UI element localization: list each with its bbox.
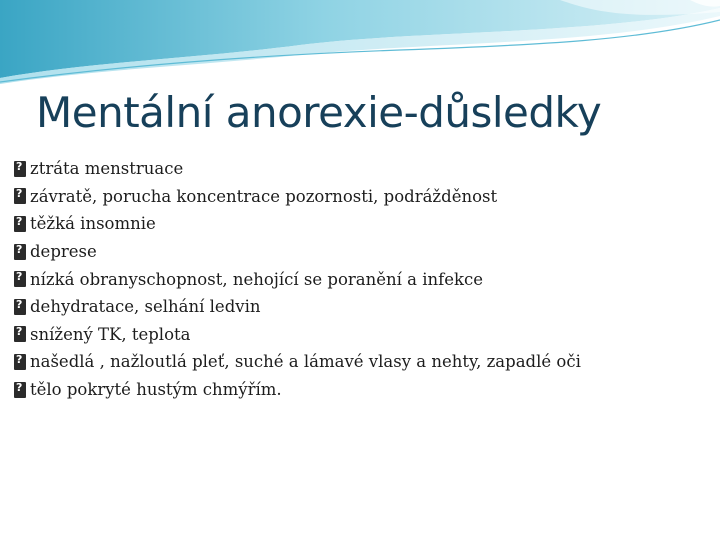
- bullet-text: našedlá , nažloutlá pleť, suché a lámavé vlasy a nehty, zapadlé oči: [30, 352, 581, 372]
- header-wave-decoration: [0, 0, 720, 90]
- bullet-item: [14, 348, 581, 376]
- bullet-marker-icon: [14, 382, 26, 398]
- bullet-marker-icon: [14, 299, 26, 315]
- bullet-marker-icon: [14, 326, 26, 342]
- slide-title: Mentální anorexie-důsledky: [36, 88, 602, 137]
- bullet-text: deprese: [30, 242, 97, 262]
- bullet-marker-icon: [14, 161, 26, 177]
- bullet-item: [14, 210, 581, 238]
- bullet-text: nízká obranyschopnost, nehojící se poranění a infekce: [30, 269, 484, 289]
- bullet-item: [14, 321, 581, 349]
- bullet-marker-icon: [14, 244, 26, 260]
- bullet-text: těžká insomnie: [30, 214, 156, 234]
- bullet-marker-icon: [14, 188, 26, 204]
- bullet-marker-icon: [14, 216, 26, 232]
- bullet-item: [14, 376, 581, 404]
- bullet-text: závratě, porucha koncentrace pozornosti, podrážděnost: [30, 186, 498, 206]
- bullet-text: dehydratace, selhání ledvin: [30, 297, 261, 317]
- bullet-item: [14, 238, 581, 266]
- bullet-list: [14, 155, 581, 403]
- bullet-marker-icon: [14, 271, 26, 287]
- bullet-item: [14, 155, 581, 183]
- bullet-item: [14, 293, 581, 321]
- bullet-marker-icon: [14, 354, 26, 370]
- bullet-item: [14, 265, 581, 293]
- bullet-text: snížený TK, teplota: [30, 324, 191, 344]
- bullet-text: ztráta menstruace: [30, 159, 184, 179]
- bullet-text: tělo pokryté hustým chmýřím.: [30, 380, 282, 400]
- bullet-item: [14, 183, 581, 211]
